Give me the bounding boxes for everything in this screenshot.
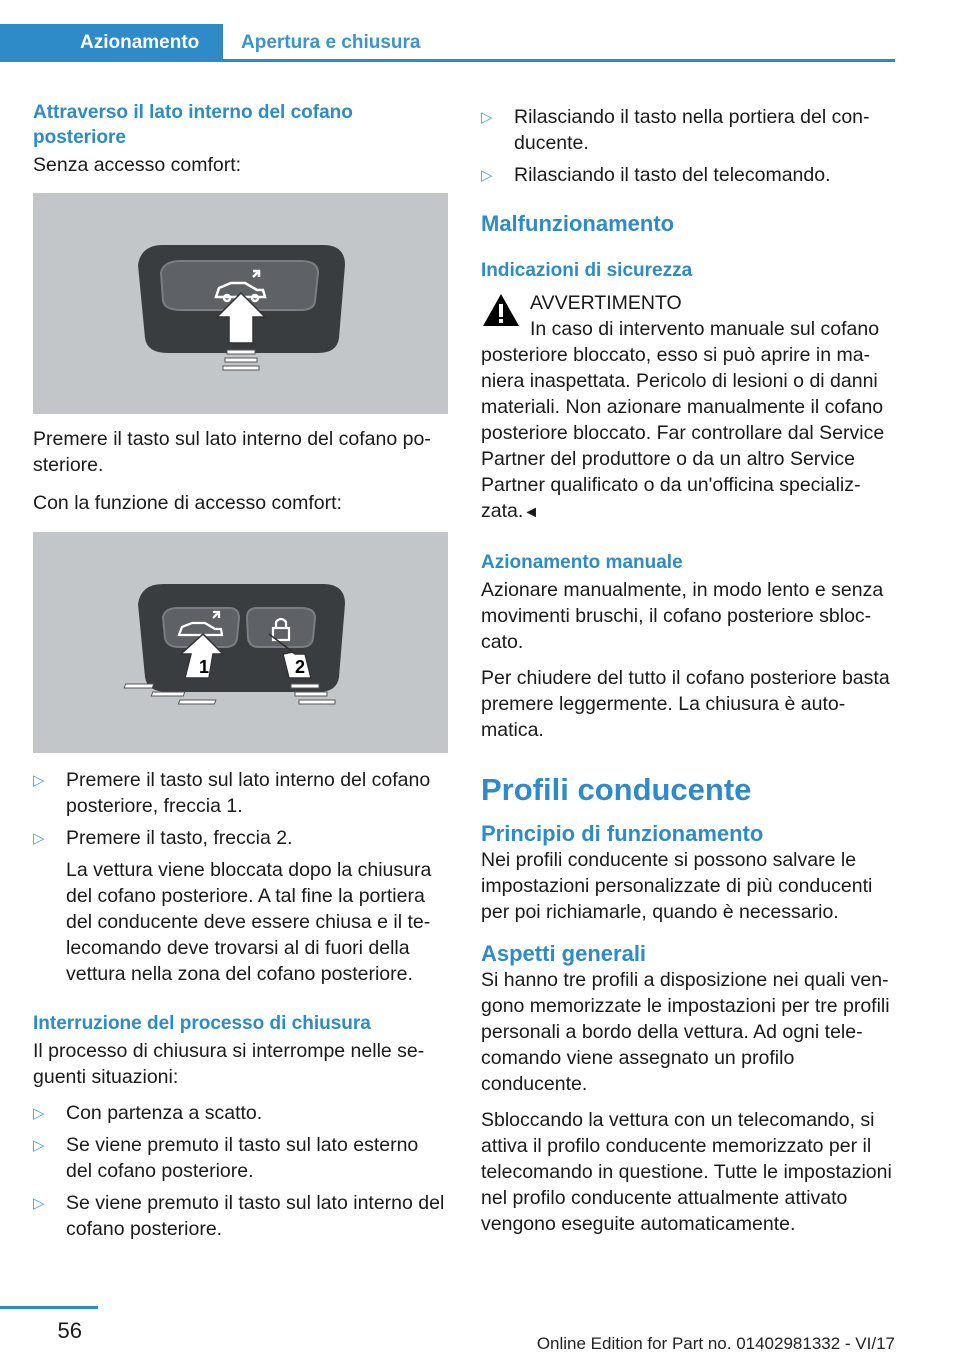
tab-azionamento[interactable]: Azionamento <box>0 24 223 62</box>
para-general-2: Sbloccando la vettura con un telecomando, si attiva il profilo conducente memorizzato per il telecomando in questione. Tutte le impostazioni nel profilo conducente attualmente attivato vengono eseguite automaticamente. <box>481 1109 892 1235</box>
bullet-triangle-icon: ▷ <box>33 830 45 847</box>
warning-triangle-icon <box>481 292 521 328</box>
para-interruption: Il processo di chiusura si interrompe nelle seguenti situazioni: <box>33 1040 425 1088</box>
heading-general: Aspetti generali <box>481 941 647 966</box>
figure-tailgate-button <box>33 193 448 414</box>
list-item: ▷ Con partenza a scatto. <box>33 1100 448 1126</box>
para-press-button: Premere il tasto sul lato interno del cofano posteriore. <box>33 428 431 476</box>
warning-text-first: In caso di intervento manuale sul cofano <box>530 318 880 340</box>
right-column <box>481 100 896 1237</box>
list-item: ▷ Se viene premuto il tasto sul lato interno del cofano posteriore. <box>33 1192 445 1240</box>
bullet-triangle-icon: ▷ <box>33 1105 45 1122</box>
para-without-comfort: Senza accesso comfort: <box>33 154 242 176</box>
edition-text: Online Edition for Part no. 01402981332 - VI/17 <box>536 1334 895 1353</box>
list-item: ▷ Premere il tasto sul lato interno del cofano posteriore, freccia 1. <box>33 769 431 817</box>
para-principle: Nei profili conducente si possono salvare le impostazioni personalizzate di più conducenti per poi richiamarle, quando è necessario. <box>481 849 873 923</box>
heading-safety: Indicazioni di sicurezza <box>481 260 693 281</box>
heading-driver-profiles: Profili conducente <box>481 772 752 807</box>
para-general-1: Si hanno tre profili a disposizione nei quali vengono memorizzate le impostazioni per tre profili personali a bordo della vettura. Ad ogni telecomando viene assegnato un profilo conducente. <box>481 969 890 1095</box>
page-number: 56 <box>57 1318 82 1343</box>
page-header <box>0 0 960 62</box>
list-release <box>481 104 896 188</box>
warning-title: AVVERTIMENTO <box>530 292 682 314</box>
step-note: La vettura viene bloccata dopo la chiusura del cofano posteriore. A tal fine la portiera del conducente deve essere chiusa e il telecomando deve trovarsi al di fuori della vettura nella zona del cofano posteriore. <box>66 859 432 985</box>
para-manual-2: Per chiudere del tutto il cofano posteriore basta premere leggermente. La chiusura è automatica. <box>481 667 890 741</box>
heading-principle: Principio di funzionamento <box>481 821 764 846</box>
list-comfort-steps <box>33 767 448 987</box>
arrow-label-1: 1 <box>199 657 210 677</box>
arrow-label-2: 2 <box>295 657 306 677</box>
list-item: ▷ Rilasciando il tasto nella portiera del conducente. <box>481 106 870 154</box>
bullet-triangle-icon: ▷ <box>33 1195 45 1212</box>
warning-text: posteriore bloccato, esso si può aprire in maniera inaspettata. Pericolo di lesioni o di danni materiali. Non azionare manualmente il cofano posteriore bloccato. Far controllare dal Service Partner del produttore o da un altro Service Partner qualificato o da un'officina specializzata.◄ <box>481 344 885 522</box>
warning-block <box>481 290 896 526</box>
para-with-comfort: Con la funzione di accesso comfort: <box>33 492 342 514</box>
tailgate-two-buttons-illustration <box>33 532 448 753</box>
bullet-triangle-icon: ▷ <box>481 109 493 126</box>
bullet-triangle-icon: ▷ <box>33 1137 45 1154</box>
header-rule <box>223 59 895 62</box>
end-mark: ◄ <box>523 504 540 521</box>
heading-interruption: Interruzione del processo di chiusura <box>33 1013 371 1034</box>
tab-apertura-chiusura[interactable]: Apertura e chiusura <box>241 32 421 53</box>
para-manual-1: Azionare manualmente, in modo lento e senza movimenti bruschi, il cofano posteriore sbloccato. <box>481 579 884 653</box>
tailgate-button-illustration <box>33 193 448 414</box>
heading-malfunction: Malfunzionamento <box>481 211 675 236</box>
list-item: ▷ Se viene premuto il tasto sul lato esterno del cofano posteriore. <box>33 1134 419 1182</box>
heading-inner-tailgate: Attraverso il lato interno del cofano posteriore <box>33 102 353 148</box>
list-item: ▷ Premere il tasto, freccia 2. La vettura viene bloccata dopo la chiusura del cofano posteriore. A tal fine la portiera del conducente deve essere chiusa e il telecomando deve trovarsi al di fuori della vettura nella zona del cofano posteriore. <box>33 825 448 987</box>
footer-rule <box>0 1306 98 1309</box>
heading-manual-operation: Azionamento manuale <box>481 552 683 573</box>
figure-tailgate-two-buttons <box>33 532 448 753</box>
list-interruption <box>33 1100 448 1242</box>
bullet-triangle-icon: ▷ <box>33 772 45 789</box>
list-item: ▷ Rilasciando il tasto del telecomando. <box>481 162 896 188</box>
bullet-triangle-icon: ▷ <box>481 167 493 184</box>
left-column <box>33 100 448 1242</box>
